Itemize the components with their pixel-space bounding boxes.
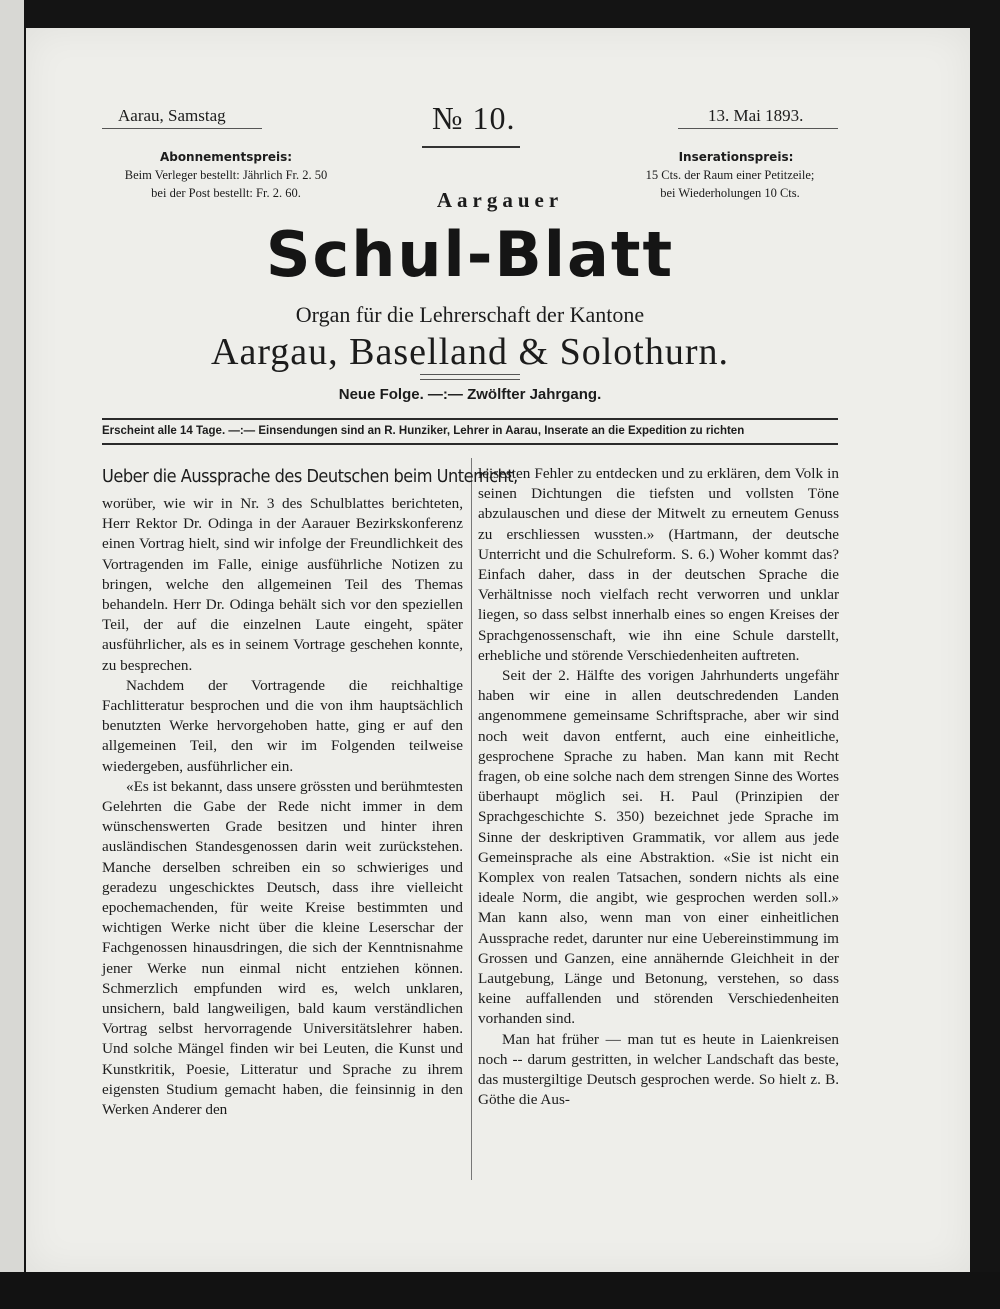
double-rule-top xyxy=(420,374,520,375)
column-divider xyxy=(471,458,472,1180)
scan-border xyxy=(0,1272,1000,1309)
insertion-line-2: bei Wiederholungen 10 Cts. xyxy=(660,186,800,200)
insertion-line-1: 15 Cts. der Raum einer Petitzeile; xyxy=(645,168,815,182)
subscription-line-2: bei der Post bestellt: Fr. 2. 60. xyxy=(151,186,301,200)
series-volume: Neue Folge. —:— Zwölfter Jahrgang. xyxy=(338,386,602,403)
date-underline xyxy=(678,128,838,129)
overtitle: Aargauer xyxy=(436,188,564,212)
issue-underline xyxy=(422,146,520,148)
paragraph: worüber, wie wir in Nr. 3 des Schulblattes berichteten, Herr Rektor Dr. Odinga in der Aarauer Bezirkskonferenz einen Vortrag hielt, sind wir infolge der Freundlichkeit des Vortragenden im Falle, einige ausführliche Notizen zu bringen, welche den allgemeinen Teil des Themas behandeln. Herr Dr. Odinga behält sich vor den speziellen Teil, der auf die einzelnen Laute eingeht, später ausführlicher, als es in seinem Vortrage geschehen konnte, zu besprechen. xyxy=(102,495,463,674)
info-rule-top xyxy=(102,418,838,420)
insertion-heading: Inserationspreis: xyxy=(678,150,794,164)
info-rule-bottom xyxy=(102,443,838,445)
issue-number: № 10. xyxy=(432,100,516,136)
paragraph: Nachdem der Vortragende die reichhaltige Fachlitteratur besprochen und die von ihm hauptsächlich benutzten Werke hervorgehoben hatte, ging er auf den allgemeinen Teil, den wir im Folgenden teilweise wiedergeben, ausführlicher ein. xyxy=(102,676,463,775)
previous-page-edge xyxy=(0,0,24,1290)
article-column-right xyxy=(478,464,839,1111)
cantons-line: Aargau, Baselland & Solothurn. xyxy=(211,331,729,373)
paragraph: Seit der 2. Hälfte des vorigen Jahrhunderts ungefähr haben wir eine in allen deutschredenden Landen angenommene gemeinsame Schriftsprache, aber wir sind noch weit davon entfernt, auch eine einheitliche, gesprochene Sprache zu haben. Man kann mit Recht fragen, ob eine solche nach dem strengen Sinne des Wortes überhaupt möglich sei. H. Paul (Prinzipien der Sprachgeschichte S. 350) bezeichnet jede Sprache im Sinne der deskriptiven Grammatik, vor allem aus jede Gemeinsprache als eine Abstraktion. «Sie ist nicht ein Komplex von realen Tatsachen, sondern nichts als eine ideale Norm, die angibt, wie gesprochen werden soll.» Man kann also, wenn man von einer einheitlichen Aussprache redet, darunter nur eine Uebereinstimmung im Grossen und Ganzen, eine annähernde Gleichheit in der Lautgebung, Länge und Betonung, verstehen, so dass keine auffallenden und störenden Verschiedenheiten vorhanden sind. xyxy=(478,667,839,1028)
paragraph: «Es ist bekannt, dass unsere grössten und berühmtesten Gelehrten die Gabe der Rede nicht immer in dem wünschenswerten Grade besitzen und hinter ihren ausländischen Standesgenossen darin weit zurückstehen. Manche derselben schreiben ein so schwieriges und geradezu ungeschicktes Deutsch, dass ihre vielleicht epochemachenden, für weite Kreise bestimmten und wichtigen Werke nicht über die kleine Leserschar der Fachgenossen hinausdringen, die sich der Kenntnisnahme jener Werke nun einmal nicht entziehen können. Schmerzlich empfunden wird es, welch unklaren, unsichern, bald langweiligen, bald kaum verständlichen Vortrag selbst hervorragende Universitätslehrer haben. Und solche Mängel finden wir bei Leuten, die Kunst und Kunstkritik, Poesie, Litteratur und Sprache zu ihrem eigensten Studium gemacht haben, die feinsinnig in den Werken Anderer den xyxy=(102,777,463,1119)
organ-subtitle: Organ für die Lehrerschaft der Kantone xyxy=(295,302,645,327)
newspaper-title: Schul-Blatt xyxy=(265,218,675,291)
issue-date: 13. Mai 1893. xyxy=(708,106,804,125)
place-underline xyxy=(102,128,262,129)
paragraph: leisesten Fehler zu entdecken und zu erklären, dem Volk in seinen Dichtungen die tiefsten und vollsten Töne abzulauschen und diese der Mitwelt zu erneutem Genuss zu erschliessen wussten.» (Hartmann, der deutsche Unterricht und die Schulreform. S. 6.) Woher kommt das? Einfach daher, dass in der deutschen Sprache die Verhältnisse noch vielfach recht verworren und unklar liegen, so dass selbst innerhalb eines so engen Kreises der Sprachgenossenschaft, wie ihn eine Schule darstellt, erhebliche und störende Verschiedenheiten auftreten. xyxy=(478,465,839,664)
double-rule-bottom xyxy=(420,379,520,380)
subscription-line-1: Beim Verleger bestellt: Jährlich Fr. 2. 50 xyxy=(124,168,328,182)
subscription-heading: Abonnementspreis: xyxy=(159,150,293,164)
place-weekday: Aarau, Samstag xyxy=(118,106,226,125)
article-column-left xyxy=(102,464,518,1120)
paragraph: Man hat früher — man tut es heute in Laienkreisen noch -- darum gestritten, in welcher Landschaft das beste, das mustergiltige Deutsch gesprochen werde. So hielt z. B. Göthe die Aus- xyxy=(478,1030,839,1109)
publication-info-line: Erscheint alle 14 Tage. —:— Einsendungen sind an R. Hunziker, Lehrer in Aarau, Inserate an die Expedition zu richten xyxy=(102,425,745,437)
article-heading: Ueber die Aussprache des Deutschen beim Unterricht, xyxy=(102,466,518,487)
